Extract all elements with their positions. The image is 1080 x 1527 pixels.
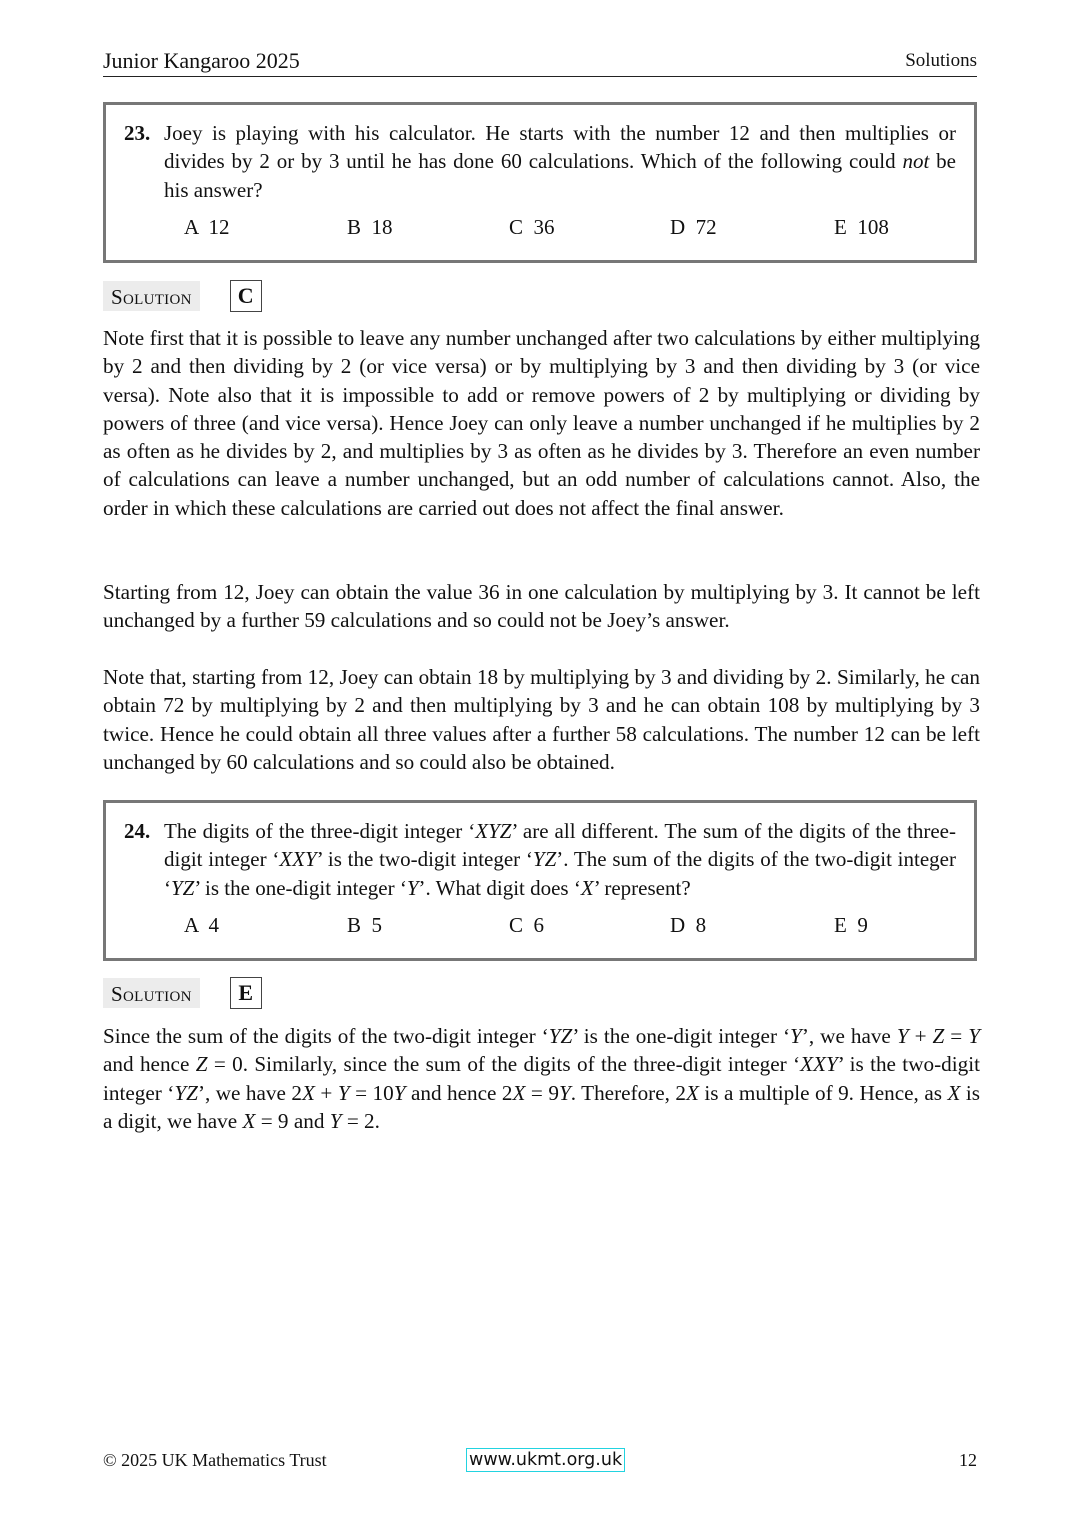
option-c: C 36 [509,215,555,240]
option-b: B 18 [347,215,393,240]
option-d: D 8 [670,913,707,938]
option-a: A 4 [184,913,220,938]
answer-box: C [230,280,262,312]
answer-options [184,912,956,938]
option-d: D 72 [670,215,717,240]
answer-options [184,214,956,240]
solution-header-24 [103,977,262,1009]
document-title: Junior Kangaroo 2025 [103,48,300,73]
option-c: C 6 [509,913,545,938]
solution-paragraph: Note that, starting from 12, Joey can obtain 18 by multiplying by 3 and dividing by 2. Similarly, he can obtain 72 by multiplying by 2 and then multiplying by 3 and he can obtain 108 by multiplying by 3 twice. Hence he could obtain all three values after a further 58 calculations. The number 12 can be left unchanged by 60 calculations and so could also be obtained. [103,665,980,774]
question-number: 23. [124,121,151,145]
section-label: Solutions [905,50,977,71]
question-number: 24. [124,819,151,843]
question-text: The digits of the three-digit integer ‘XYZ’ are all different. The sum of the digits of the three-digit integer ‘XXY’ is the two-digit integer ‘YZ’. The sum of the digits of the two-digit integer ‘YZ’ is the one-digit integer ‘Y’. What digit does ‘X’ represent? [164,819,956,900]
copyright-text: © 2025 UK Mathematics Trust [103,1450,327,1470]
option-b: B 5 [347,913,383,938]
option-a: A 12 [184,215,230,240]
answer-box: E [230,977,262,1009]
page-header [103,48,977,77]
question-text: Joey is playing with his calculator. He starts with the number 12 and then multiplies or divides by 2 or by 3 until he has done 60 calculations. Which of the following could not be his answer? [164,121,956,202]
solution-header-23 [103,280,262,312]
question-24-box [103,800,977,961]
option-e: E 9 [834,913,868,938]
website-link[interactable]: www.ukmt.org.uk [466,1448,625,1472]
solution-paragraph: Note first that it is possible to leave any number unchanged after two calculations by either multiplying by 2 and then dividing by 2 (or vice versa) or by multiplying by 3 and then dividing by 3 (or vice versa). Note also that it is impossible to add or remove powers of 2 by multiplying or dividing by powers of three (and vice versa). Hence Joey can only leave a number unchanged if he multiplies by 2 as often as he divides by 2, and multiplies by 3 as often as he divides by 3. Therefore an even number of calculations can leave a number unchanged, but an odd number of calculations cannot. Also, the order in which these calculations are carried out does not affect the final answer. [103,326,980,520]
solution-paragraph: Since the sum of the digits of the two-digit integer ‘YZ’ is the one-digit integer ‘Y’, we have Y + Z = Y and hence Z = 0. Similarly, since the sum of the digits of the three-digit integer ‘XXY’ is the two-digit integer ‘YZ’, we have 2X + Y = 10Y and hence 2X = 9Y. Therefore, 2X is a multiple of 9. Hence, as X is a digit, we have X = 9 and Y = 2. [103,1024,981,1133]
question-23-box [103,102,977,263]
solution-label: Solution [103,281,200,311]
page-number: 12 [959,1450,977,1470]
page-footer [103,1448,977,1474]
solution-label: Solution [103,978,200,1008]
option-e: E 108 [834,215,889,240]
solution-paragraph: Starting from 12, Joey can obtain the value 36 in one calculation by multiplying by 3. It cannot be left unchanged by a further 59 calculations and so could not be Joey’s answer. [103,580,980,633]
